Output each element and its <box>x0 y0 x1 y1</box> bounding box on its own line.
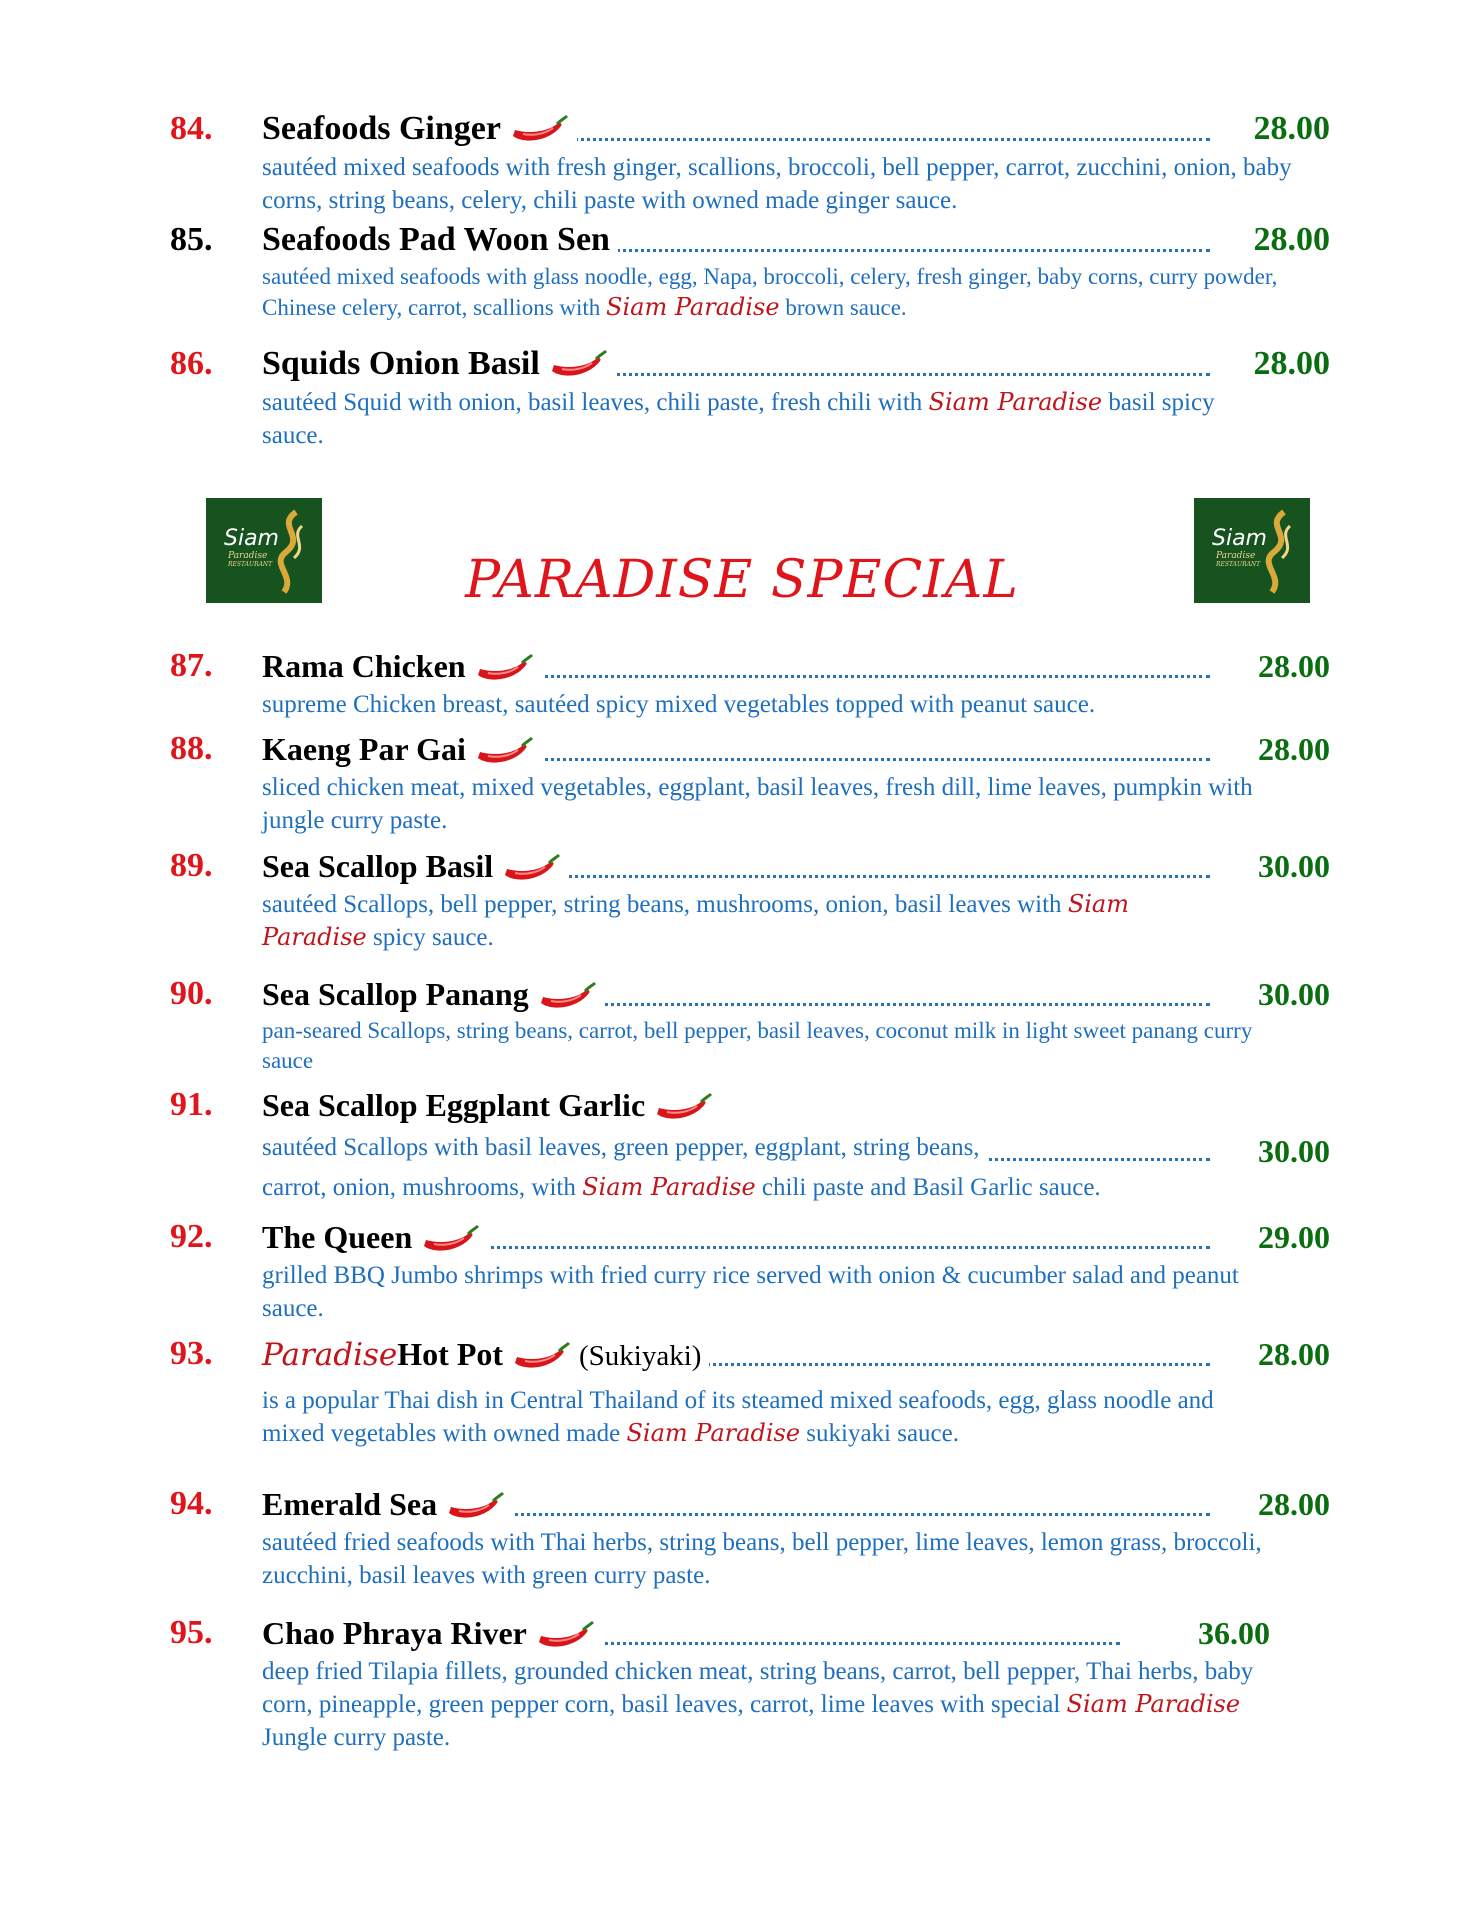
chili-pepper-icon <box>474 653 534 687</box>
chili-pepper-icon <box>509 114 569 148</box>
item-name: Seafoods Ginger <box>262 107 577 151</box>
item-price: 30.00 <box>1256 844 1330 888</box>
menu-item-86 <box>170 342 1330 452</box>
item-description: sliced chicken meat, mixed vegetables, eggplant, basil leaves, fresh dill, lime leaves, pumpkin with jungle curry paste. <box>262 774 1253 834</box>
item-price: 28.00 <box>1252 218 1331 262</box>
chili-pepper-icon <box>474 736 534 770</box>
brand-name: Paradise <box>262 1337 398 1373</box>
item-description: is a popular Thai dish in Central Thailand of its steamed mixed seafoods, egg, glass noodle and mixed vegetables with owned made Siam Paradise sukiyaki sauce. <box>262 1387 1214 1447</box>
section-title: PARADISE SPECIAL <box>465 550 1019 610</box>
item-name: Sea Scallop Eggplant Garlic <box>262 1083 721 1127</box>
item-number: 95. <box>170 1614 213 1651</box>
chili-pepper-icon <box>548 349 608 383</box>
menu-item-87 <box>170 644 1330 721</box>
item-name: Kaeng Par Gai <box>262 727 542 771</box>
item-name: Rama Chicken <box>262 644 542 688</box>
item-price: 28.00 <box>1252 107 1331 151</box>
chili-pepper-icon <box>420 1224 480 1258</box>
item-number: 93. <box>170 1335 213 1372</box>
item-description-line1: sautéed Scallops with basil leaves, green pepper, eggplant, string beans, <box>262 1131 986 1164</box>
chili-pepper-icon <box>653 1092 713 1126</box>
item-price: 28.00 <box>1256 1332 1330 1376</box>
menu-item-85 <box>170 218 1330 323</box>
menu-item-92 <box>170 1215 1330 1325</box>
item-number: 87. <box>170 647 213 684</box>
item-price: 29.00 <box>1256 1215 1330 1259</box>
item-number: 89. <box>170 847 213 884</box>
item-description: sautéed mixed seafoods with fresh ginger, scallions, broccoli, bell pepper, carrot, zucchini, onion, baby corns, string beans, celery, chili paste with owned made ginger sauce. <box>262 154 1292 214</box>
item-number: 85. <box>170 221 213 258</box>
item-price: 36.00 <box>1196 1611 1270 1655</box>
brand-name: Siam Paradise <box>262 890 1129 951</box>
menu-item-93 <box>170 1332 1330 1450</box>
item-description: grilled BBQ Jumbo shrimps with fried curry rice served with onion & cucumber salad and peanut sauce. <box>262 1262 1239 1322</box>
item-name: Squids Onion Basil <box>262 342 616 386</box>
menu-item-95 <box>170 1611 1330 1754</box>
menu-item-88 <box>170 727 1330 837</box>
menu-item-90 <box>170 972 1330 1076</box>
item-number: 94. <box>170 1485 213 1522</box>
menu-item-84 <box>170 107 1330 217</box>
chili-pepper-icon <box>535 1620 595 1654</box>
chili-pepper-icon <box>445 1491 505 1525</box>
menu-item-89 <box>170 844 1330 954</box>
item-price: 28.00 <box>1256 727 1330 771</box>
item-number: 90. <box>170 975 213 1012</box>
item-number: 86. <box>170 345 213 382</box>
menu-item-94 <box>170 1482 1330 1592</box>
item-description: sautéed Squid with onion, basil leaves, chili paste, fresh chili with Siam Paradise basil spicy sauce. <box>262 388 1215 449</box>
item-name: Sea Scallop Panang <box>262 972 605 1016</box>
item-number: 88. <box>170 730 213 767</box>
chili-pepper-icon <box>501 853 561 887</box>
item-description: deep fried Tilapia fillets, grounded chicken meat, string beans, carrot, bell pepper, Thai herbs, baby corn, pineapple, green pepper corn, basil leaves, carrot, lime leaves with special Siam Paradise Jungle curry paste. <box>262 1658 1254 1751</box>
item-description: supreme Chicken breast, sautéed spicy mixed vegetables topped with peanut sauce. <box>262 691 1096 718</box>
item-price: 28.00 <box>1252 342 1331 386</box>
item-name: ParadiseHot Pot (Sukiyaki) <box>262 1332 709 1378</box>
item-number: 92. <box>170 1218 213 1255</box>
brand-name: Siam Paradise <box>606 293 780 321</box>
item-description: sautéed mixed seafoods with glass noodle, egg, Napa, broccoli, celery, fresh ginger, baby corns, curry powder, Chinese celery, carrot, scallions with Siam Paradise brown sauce. <box>262 264 1278 321</box>
menu-item-91 <box>170 1083 1330 1204</box>
item-price: 28.00 <box>1256 644 1330 688</box>
item-description: carrot, onion, mushrooms, with Siam Paradise chili paste and Basil Garlic sauce. <box>262 1173 1101 1201</box>
item-name: Chao Phraya River <box>262 1611 603 1655</box>
item-number: 84. <box>170 110 213 147</box>
item-price: 30.00 <box>1258 1133 1330 1169</box>
item-name: Seafoods Pad Woon Sen <box>262 218 618 262</box>
item-price: 30.00 <box>1256 972 1330 1016</box>
chili-pepper-icon <box>511 1341 571 1375</box>
item-description: sautéed Scallops, bell pepper, string beans, mushrooms, onion, basil leaves with Siam Paradise spicy sauce. <box>262 890 1129 951</box>
item-description: sautéed fried seafoods with Thai herbs, string beans, bell pepper, lime leaves, lemon grass, broccoli, zucchini, basil leaves with green curry paste. <box>262 1529 1262 1589</box>
siam-paradise-logo-right: Siam Paradise RESTAURANT <box>1194 498 1310 603</box>
brand-name: Siam Paradise <box>626 1419 801 1447</box>
item-number: 91. <box>170 1086 213 1123</box>
brand-name: Siam Paradise <box>582 1173 756 1201</box>
siam-paradise-logo-left: Siam Paradise RESTAURANT <box>206 498 322 603</box>
item-name: Emerald Sea <box>262 1482 513 1526</box>
chili-pepper-icon <box>537 981 597 1015</box>
brand-name: Siam Paradise <box>928 388 1103 416</box>
item-name: Sea Scallop Basil <box>262 844 569 888</box>
item-price: 28.00 <box>1256 1482 1330 1526</box>
item-description: pan-seared Scallops, string beans, carrot, bell pepper, basil leaves, coconut milk in light sweet panang curry sauce <box>262 1018 1253 1073</box>
brand-name: Siam Paradise <box>1066 1690 1241 1718</box>
item-name: The Queen <box>262 1215 488 1259</box>
